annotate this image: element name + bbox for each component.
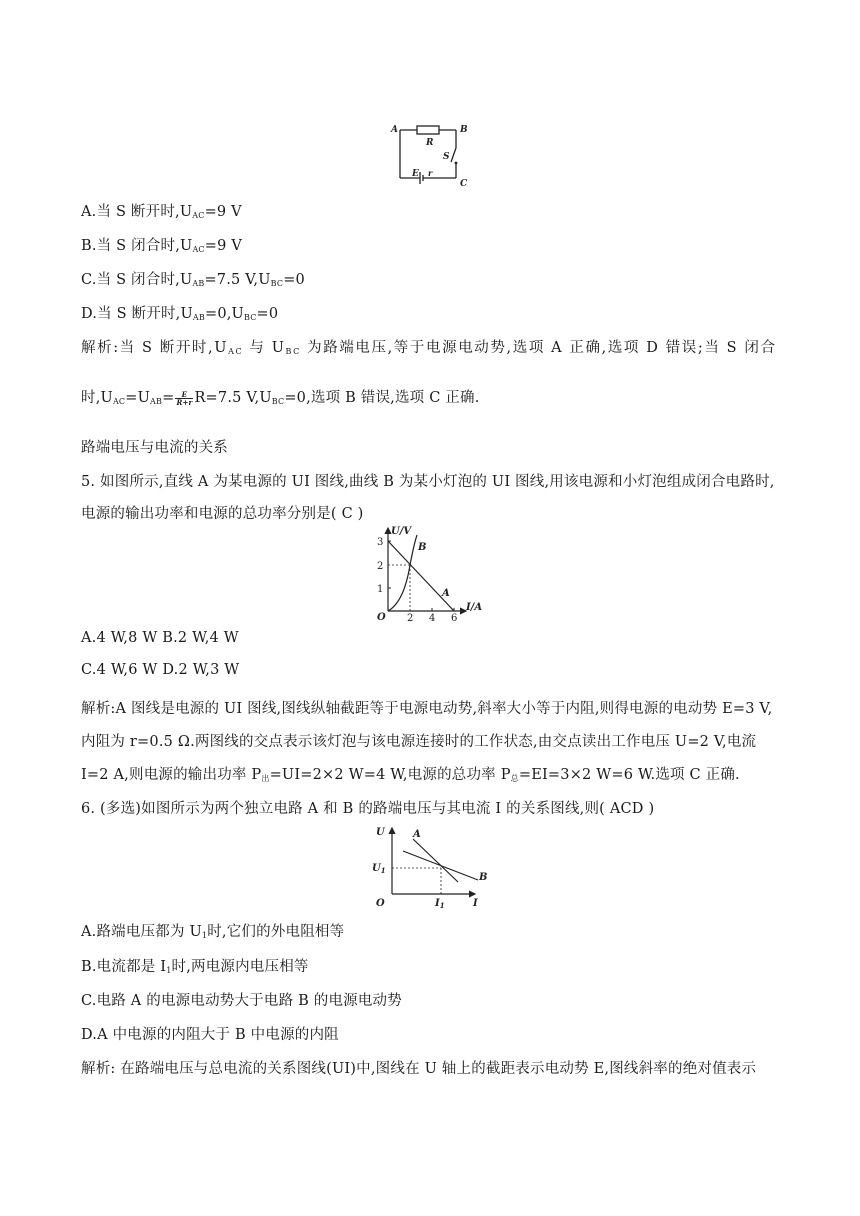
label-s: S: [443, 152, 450, 162]
fraction-e-over-r-plus-r: $\frac{E}{R+r}$: [176, 389, 193, 407]
q5-origin: O: [377, 612, 386, 623]
q5-stem-line2: 电源的输出功率和电源的总功率分别是( C ): [81, 506, 364, 522]
q5-y-tick-1: 1: [377, 584, 384, 595]
q5-x-tick-4: 4: [429, 613, 436, 624]
q5-ui-graph: [368, 524, 488, 624]
q5-y-label: U/V: [391, 526, 412, 537]
q6-line-b: [403, 851, 478, 880]
q6-option-b: B.电流都是 $I_1$时,两电源内电压相等: [81, 959, 309, 975]
q6-option-d: D.A 中电源的内阻大于 B 中电源的内阻: [81, 1027, 339, 1043]
q5-x-tick-2: 2: [407, 613, 414, 624]
q5-x-label: I/A: [466, 602, 483, 613]
q6-u1-label: $U_1$: [372, 863, 386, 875]
q6-option-a: A.路端电压都为 $U_1$时,它们的外电阻相等: [81, 924, 345, 940]
label-b: B: [460, 125, 468, 135]
q5-y-tick-2: 2: [377, 561, 384, 572]
q6-y-label: U: [376, 827, 385, 838]
q6-line-a: [413, 839, 458, 882]
q6-option-c: C.电路 A 的电源电动势大于电路 B 的电源电动势: [81, 993, 402, 1009]
q4-option-c: C.当 S 闭合时$,U_{AB}=7.5$ $V,U_{BC}=0$: [81, 272, 305, 288]
q6-stem: 6. (多选)如图所示为两个独立电路 A 和 B 的路端电压与其电流 I 的关系图线,则( ACD ): [81, 801, 655, 817]
q4-explanation-line1: 解析:当 S 断开时$,U_{AC}$ 与 $U_{BC}$ 为路端电压,等于电源电动势,选项 A 正确,选项 D 错误;当 S 闭合: [81, 340, 777, 356]
q5-explanation-line2: 内阻为 r=0.5 Ω.两图线的交点表示该灯泡与该电源连接时的工作状态,由交点读出工作电压 U=2 V,电流: [81, 734, 757, 750]
q5-stem-line1: 5. 如图所示,直线 A 为某电源的 UI 图线,曲线 B 为某小灯泡的 UI 图线,用该电源和小灯泡组成闭合电路时,: [81, 474, 775, 490]
q6-i1-label: $I_1$: [435, 898, 445, 910]
label-a: A: [391, 125, 398, 135]
q6-label-a: A: [413, 829, 421, 840]
q5-label-a: A: [442, 588, 450, 599]
label-c: C: [460, 179, 468, 189]
switch-s: [451, 148, 456, 162]
q6-label-b: B: [479, 872, 488, 883]
section-title: 路端电压与电流的关系: [81, 440, 228, 456]
q6-ui-graph: [367, 822, 495, 910]
q6-explanation: 解析: 在路端电压与总电流的关系图线(UI)中,图线在 U 轴上的截距表示电动势 E,图线斜率的绝对值表示: [81, 1061, 757, 1077]
q5-options-row1: A.4 W,8 W B.2 W,4 W: [81, 630, 239, 646]
q5-label-b: B: [418, 542, 427, 553]
q5-explanation-line1: 解析:A 图线是电源的 UI 图线,图线纵轴截距等于电源电动势,斜率大小等于内阻,则得电源的电动势 E=3 V,: [81, 701, 773, 717]
q5-x-tick-6: 6: [451, 613, 458, 624]
q4-option-d: D.当 S 断开时$,U_{AB}=0,U_{BC}=0$: [81, 306, 279, 322]
q5-explanation-line3: I=2 A,则电源的输出功率 $P_出=UI=2\times 2$ W=4 W,电源的总功率 $P_总=EI=3\times 2$ W=6 W.选项 C 正确.: [81, 767, 740, 783]
q4-option-b: B.当 S 闭合时$,U_{AC}=9$ V: [81, 238, 243, 254]
label-r: R: [426, 138, 434, 148]
label-e: E: [412, 169, 419, 179]
label-small-r: r: [428, 168, 433, 178]
circuit-diagram: [388, 120, 478, 190]
q6-x-label: I: [473, 898, 478, 909]
q5-options-row2: C.4 W,6 W D.2 W,3 W: [81, 662, 240, 678]
q6-origin: O: [376, 898, 385, 909]
resistor-r: [417, 126, 439, 134]
q5-y-tick-3: 3: [377, 537, 384, 548]
q4-option-a: A.当 S 断开时$,U_{AC}=9$ V: [81, 204, 242, 220]
q4-explanation-line2: 时$,U_{AC}=U_{AB}=$ $\frac{E}{R+r}$ R=7.5 $V,U_{BC}=0$,选项 B 错误,选项 C 正确.: [81, 389, 480, 407]
